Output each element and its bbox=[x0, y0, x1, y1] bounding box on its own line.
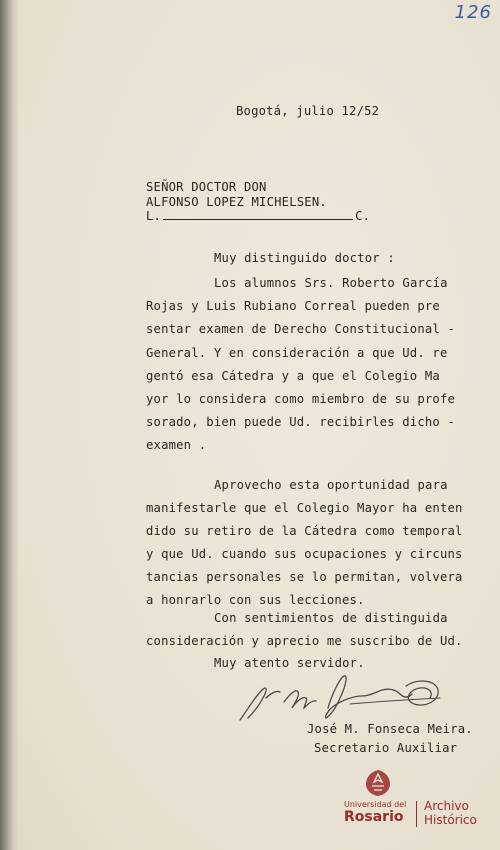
paragraph2-line: a honrarlo con sus lecciones. bbox=[146, 593, 365, 607]
handwritten-signature bbox=[232, 668, 462, 730]
recipient-underline bbox=[163, 219, 353, 220]
recipient-city-end: C. bbox=[355, 209, 371, 223]
date-line: Bogotá, julio 12/52 bbox=[236, 104, 380, 118]
institution-line-2: Rosario bbox=[344, 809, 404, 825]
paragraph1-line: Los alumnos Srs. Roberto García bbox=[214, 276, 448, 290]
paragraph2-line: y que Ud. cuando sus ocupaciones y circuns bbox=[146, 547, 463, 561]
recipient-line-1: SEÑOR DOCTOR DON bbox=[146, 180, 267, 194]
paragraph2-line: manifestarle que el Colegio Mayor ha enten bbox=[146, 501, 463, 515]
signer-name: José M. Fonseca Meira. bbox=[307, 722, 473, 736]
paragraph2-line: Aprovecho esta oportunidad para bbox=[214, 478, 448, 492]
paragraph2-line: dido su retiro de la Cátedra como temporal bbox=[146, 524, 463, 538]
archive-line-1: Archivo bbox=[424, 799, 469, 813]
institution-line-1: Universidad del bbox=[344, 800, 407, 809]
closing: Muy atento servidor. bbox=[214, 656, 365, 670]
paragraph3-line: consideración y aprecio me suscribo de Ud. bbox=[146, 634, 463, 648]
paragraph3-line: Con sentimientos de distinguida bbox=[214, 611, 448, 625]
university-crest-icon bbox=[362, 768, 394, 798]
paragraph1-line: gentó esa Cátedra y a que el Colegio Ma bbox=[146, 369, 440, 383]
signer-title: Secretario Auxiliar bbox=[314, 741, 458, 755]
paragraph1-line: sentar examen de Derecho Constitucional - bbox=[146, 322, 456, 336]
page-number: 126 bbox=[454, 2, 492, 23]
recipient-line-3 bbox=[146, 209, 370, 223]
paragraph1-line: General. Y en consideración a que Ud. re bbox=[146, 346, 448, 360]
salutation: Muy distinguido doctor : bbox=[214, 251, 395, 265]
paragraph2-line: tancias personales se lo permitan, volvera bbox=[146, 570, 463, 584]
paragraph1-line: yor lo considera como miembro de su profe bbox=[146, 392, 456, 406]
paragraph1-line: Rojas y Luis Rubiano Correal pueden pre bbox=[146, 299, 440, 313]
recipient-line-2: ALFONSO LOPEZ MICHELSEN. bbox=[146, 195, 327, 209]
recipient-city-start: L. bbox=[146, 209, 162, 223]
university-archive-logo bbox=[344, 768, 484, 828]
paragraph1-line: examen . bbox=[146, 438, 207, 452]
archive-line-2: Histórico bbox=[424, 813, 477, 827]
logo-divider bbox=[416, 801, 417, 827]
paragraph1-line: sorado, bien puede Ud. recibirles dicho - bbox=[146, 415, 456, 429]
